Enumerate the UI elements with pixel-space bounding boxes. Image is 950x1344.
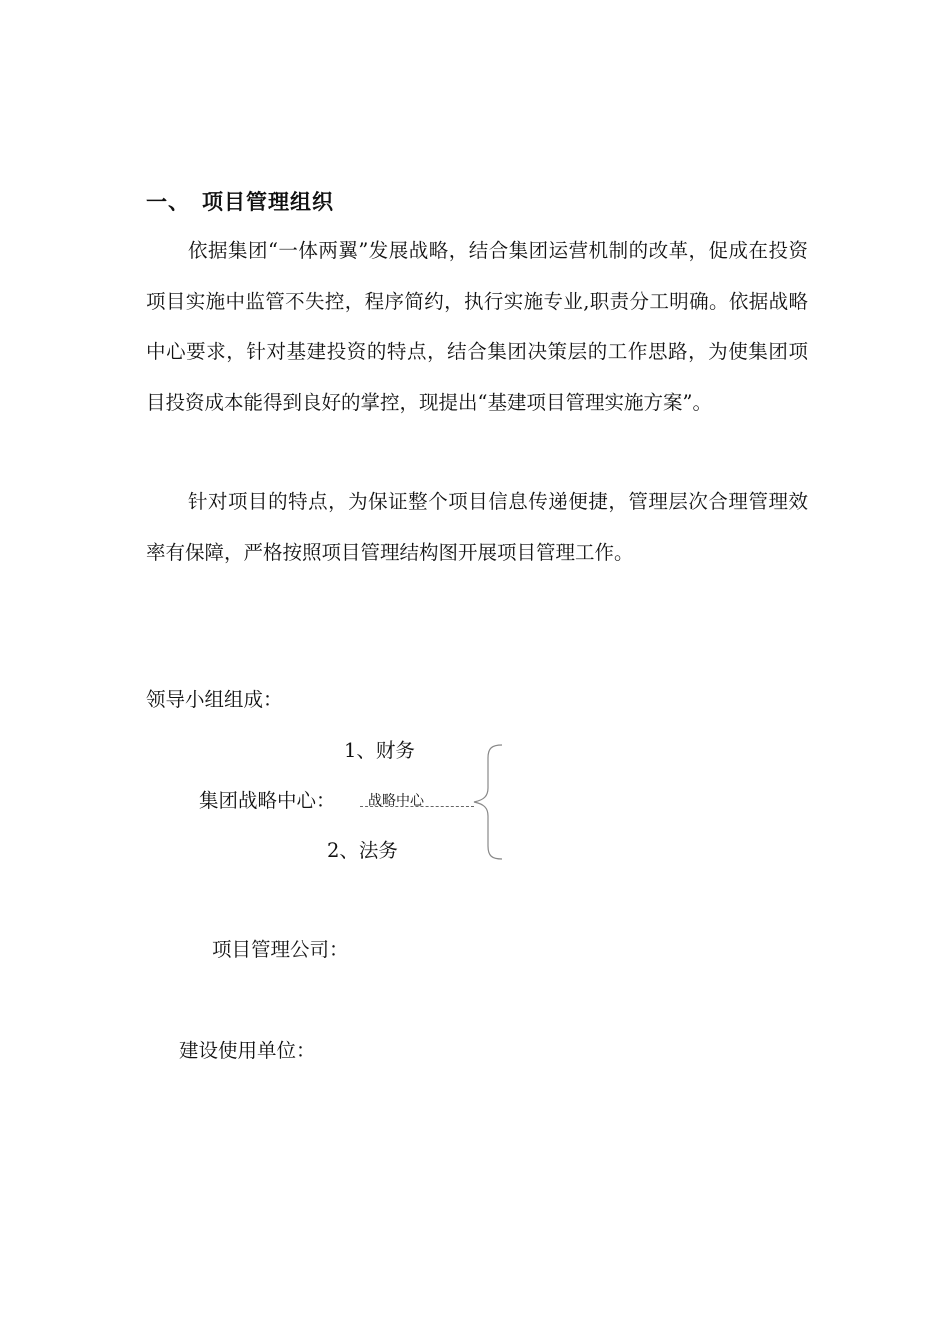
- curly-brace: [468, 744, 508, 860]
- org-item-legal: 2、法务: [327, 839, 398, 862]
- paragraph-intro: 依据集团“一体两翼”发展战略，结合集团运营机制的改革，促成在投资项目实施中监管不失控，程序简约，执行实施专业,职责分工明确。依据战略中心要求，针对基建投资的特点，结合集团决策层的工作思路，为使集团项目投资成本能得到良好的掌控，现提出“基建项目管理实施方案”。: [146, 239, 808, 414]
- strategy-center-box-label: 战略中心: [368, 793, 424, 809]
- pm-company-label: 项目管理公司：: [212, 938, 349, 961]
- strategy-center-label: 集团战略中心：: [199, 789, 336, 812]
- leader-group-label: 领导小组组成：: [146, 688, 283, 711]
- section-title: 项目管理组织: [202, 190, 334, 214]
- brace-path: [474, 745, 502, 859]
- dashed-connector: [360, 806, 474, 807]
- paragraph-structure: 针对项目的特点，为保证整个项目信息传递便捷，管理层次合理管理效率有保障，严格按照项目管理结构图开展项目管理工作。: [146, 490, 808, 564]
- section-number: 一、: [146, 190, 190, 214]
- org-item-finance: 1、财务: [344, 739, 415, 762]
- user-unit-label: 建设使用单位：: [179, 1039, 316, 1062]
- section-heading: [146, 186, 334, 216]
